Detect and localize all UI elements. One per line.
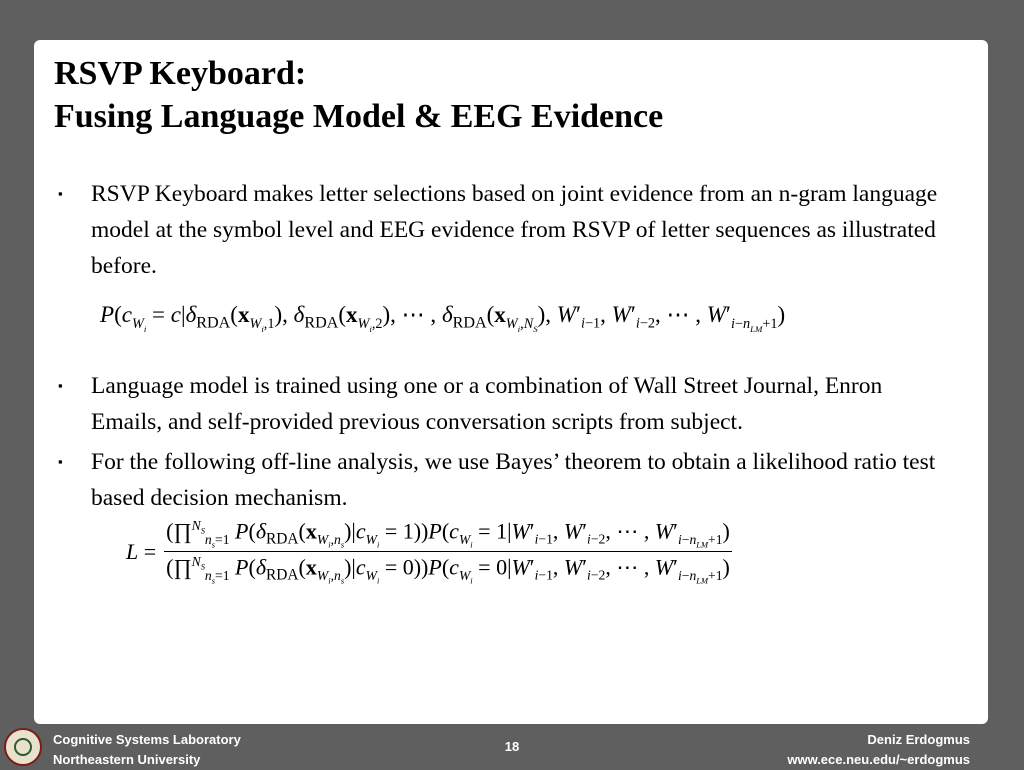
bullet-text: For the following off-line analysis, we use Bayes’ theorem to obtain a likelihood ratio test based decision mechanism. <box>91 449 936 511</box>
bullet-item <box>58 176 958 284</box>
page-number: 18 <box>504 739 520 754</box>
author-name: Deniz Erdogmus <box>867 732 970 747</box>
slide-footer <box>0 726 1024 768</box>
title-line-1: RSVP Keyboard: <box>54 55 307 92</box>
title-line-2: Fusing Language Model & EEG Evidence <box>54 98 664 135</box>
author-url[interactable]: www.ece.neu.edu/~erdogmus <box>787 752 970 767</box>
bullet-text: Language model is trained using one or a combination of Wall Street Journal, Enron Emails, and self-provided previous conversation scripts from subject. <box>91 373 883 435</box>
likelihood-ratio-equation: L = (∏$^{N_S}_{n_s=1}$ $P(\delta_{RDA}(x_{W_i,n_s})|c_{W_i} = 1))P(c_{W_i} = 1|W'_{i-1}$, $W'_{i-2}$, ⋯ , $W'_{i-n_{LM}+1}$) (∏$^{N_S}_{n_s=1}$ $P(\delta_{RDA}(x_{W_i,n_s})|c_{W_i} = 0))P(c_{W_i} = 0|W'_{i-1}$, $W'_{i-2}$, ⋯ , $W'_{i-n_{LM}+1}$) <box>126 518 730 586</box>
bullet-marker: ▪ <box>58 378 63 393</box>
bullet-marker: ▪ <box>58 454 63 469</box>
bullet-item <box>58 368 958 440</box>
slide-title <box>54 52 663 138</box>
footer-right <box>787 730 970 770</box>
lab-name: Cognitive Systems Laboratory <box>53 732 241 747</box>
slide-card <box>34 40 988 724</box>
bullet-text: RSVP Keyboard makes letter selections based on joint evidence from an n-gram language model at the symbol level and EEG evidence from RSVP of letter sequences as illustrated before. <box>91 181 938 279</box>
university-name: Northeastern University <box>53 752 201 767</box>
joint-probability-equation: $P(c_{W_i} = c|\delta_{RDA}(x_{W_i,1})$, $\delta_{RDA}(x_{W_i,2})$, ⋯ , $\delta_{RDA}(x_{W_i,N_S})$, $W'_{i-1}$, $W'_{i-2}$, ⋯ , $W'_{i-n_{LM}+1}$) <box>100 302 786 334</box>
bullet-item <box>58 444 958 516</box>
bullet-marker: ▪ <box>58 186 63 201</box>
